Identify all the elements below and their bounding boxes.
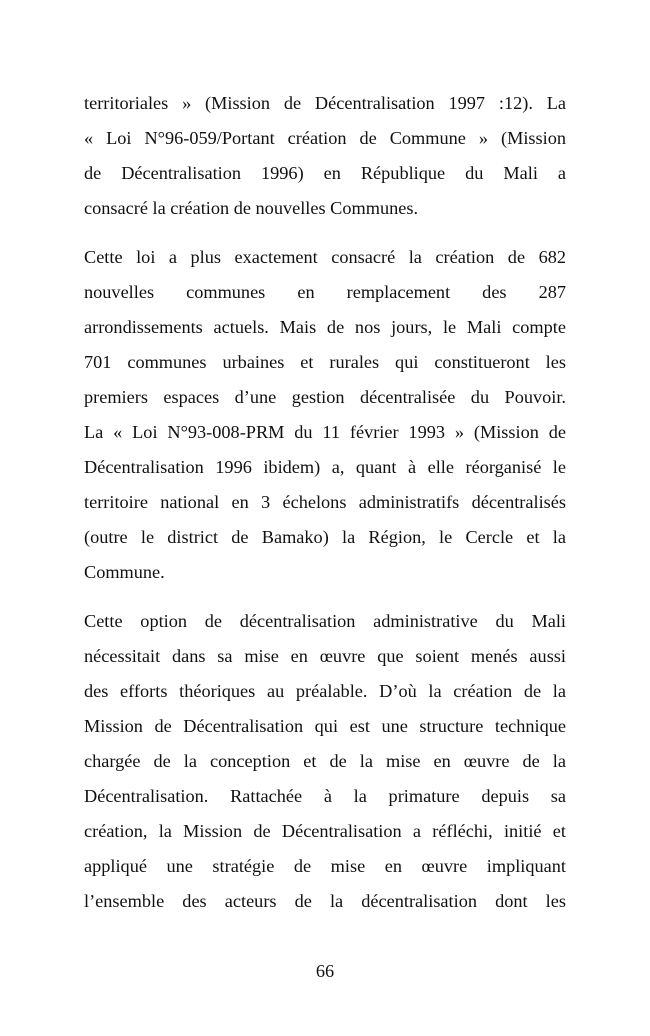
paragraph-1 <box>84 86 566 226</box>
text-line: Commune. <box>84 562 165 582</box>
page-number: 66 <box>315 961 335 981</box>
paragraph-3 <box>84 604 566 919</box>
text-line: (outre le district de Bamako) la Région, le Cercle et la <box>84 527 566 547</box>
text-line: chargée de la conception et de la mise en œuvre de la <box>84 751 566 771</box>
text-line: Cette loi a plus exactement consacré la création de 682 <box>84 247 566 267</box>
text-line: La « Loi N°93-008-PRM du 11 février 1993 » (Mission de <box>84 422 566 442</box>
text-line: 701 communes urbaines et rurales qui constitueront les <box>84 352 566 372</box>
text-line: de Décentralisation 1996) en République du Mali a <box>84 163 566 183</box>
text-line: l’ensemble des acteurs de la décentralisation dont les <box>84 891 566 911</box>
text-line: territoriales » (Mission de Décentralisation 1997 :12). La <box>84 93 566 113</box>
text-line: premiers espaces d’une gestion décentralisée du Pouvoir. <box>84 387 566 407</box>
text-line: Mission de Décentralisation qui est une structure technique <box>84 716 566 736</box>
text-line: « Loi N°96-059/Portant création de Commune » (Mission <box>84 128 566 148</box>
text-line: création, la Mission de Décentralisation a réfléchi, initié et <box>84 821 566 841</box>
text-line: nécessitait dans sa mise en œuvre que soient menés aussi <box>84 646 566 666</box>
text-line: arrondissements actuels. Mais de nos jours, le Mali compte <box>84 317 566 337</box>
text-line: Décentralisation. Rattachée à la primature depuis sa <box>84 786 566 806</box>
text-line: Cette option de décentralisation administrative du Mali <box>84 611 566 631</box>
text-line: territoire national en 3 échelons administratifs décentralisés <box>84 492 566 512</box>
text-line: nouvelles communes en remplacement des 287 <box>84 282 566 302</box>
document-body <box>84 86 566 933</box>
text-line: des efforts théoriques au préalable. D’où la création de la <box>84 681 566 701</box>
text-line: appliqué une stratégie de mise en œuvre impliquant <box>84 856 566 876</box>
text-line: Décentralisation 1996 ibidem) a, quant à elle réorganisé le <box>84 457 566 477</box>
text-line: consacré la création de nouvelles Communes. <box>84 198 419 218</box>
paragraph-2 <box>84 240 566 590</box>
